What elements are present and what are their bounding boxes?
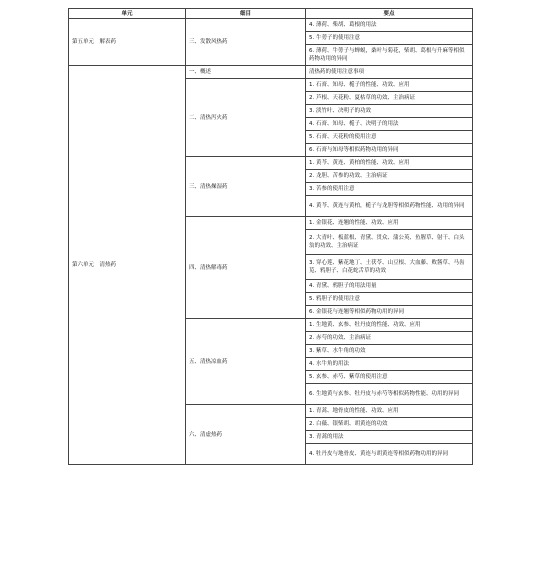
point-cell: 5. 牛蒡子的使用注意 (306, 32, 473, 45)
subunit-cell: 三、清热燥湿药 (186, 157, 306, 217)
point-cell: 6. 薄荷、牛蒡子与蝉蜕，桑叶与菊花，柴胡、葛根与升麻等相似药物功用的异同 (306, 45, 473, 66)
point-cell: 6. 石膏与知母等相似药物功用的异同 (306, 144, 473, 157)
point-cell: 清热药的使用注意事项 (306, 66, 473, 79)
subunit-cell: 四、清热解毒药 (186, 217, 306, 319)
point-cell: 4. 石膏、知母、栀子、决明子的用法 (306, 118, 473, 131)
syllabus-table (68, 8, 473, 465)
unit-cell: 第六单元 清热药 (69, 66, 186, 465)
point-cell: 5. 玄参、赤芍、紫草的使用注意 (306, 371, 473, 384)
point-cell: 3. 淡竹叶、决明子的功效 (306, 105, 473, 118)
point-cell: 1. 青蒿、地骨皮的性能、功效、应用 (306, 405, 473, 418)
header-points: 要点 (306, 9, 473, 19)
point-cell: 4. 水牛角的用法 (306, 358, 473, 371)
point-cell: 6. 金银花与连翘等相似药物功用的异同 (306, 306, 473, 319)
point-cell: 1. 金银花、连翘的性能、功效、应用 (306, 217, 473, 230)
point-cell: 4. 青黛、鸦胆子的用法用量 (306, 280, 473, 293)
point-cell: 4. 薄荷、柴胡、葛根的用法 (306, 19, 473, 32)
point-cell: 4. 牡丹皮与地骨皮、黄连与胡黄连等相似药物功用的异同 (306, 444, 473, 465)
point-cell: 2. 赤芍的功效、主治病证 (306, 332, 473, 345)
unit-cell: 第五单元 解表药 (69, 19, 186, 66)
point-cell: 2. 大青叶、板蓝根、青黛、贯众、蒲公英、鱼腥草、射干、白头翁的功效、主治病证 (306, 230, 473, 255)
point-cell: 1. 石膏、知母、栀子的性能、功效、应用 (306, 79, 473, 92)
subunit-cell: 五、清热凉血药 (186, 319, 306, 405)
point-cell: 2. 芦根、天花粉、夏枯草的功效、主治病证 (306, 92, 473, 105)
subunit-cell: 二、清热泻火药 (186, 79, 306, 157)
header-unit: 单元 (69, 9, 186, 19)
point-cell: 4. 黄芩、黄连与黄柏，栀子与龙胆等相似药物性能、功用的异同 (306, 196, 473, 217)
point-cell: 1. 生地黄、玄参、牡丹皮的性能、功效、应用 (306, 319, 473, 332)
point-cell: 5. 石膏、天花粉的使用注意 (306, 131, 473, 144)
point-cell: 6. 生地黄与玄参、牡丹皮与赤芍等相似药物性能、功用的异同 (306, 384, 473, 405)
header-row (69, 9, 473, 19)
header-subunit: 细目 (186, 9, 306, 19)
subunit-cell: 六、清虚热药 (186, 405, 306, 465)
point-cell: 2. 龙胆、苦参的功效、主治病证 (306, 170, 473, 183)
subunit-cell: 一、概述 (186, 66, 306, 79)
point-cell: 1. 黄芩、黄连、黄柏的性能、功效、应用 (306, 157, 473, 170)
point-cell: 3. 紫草、水牛角的功效 (306, 345, 473, 358)
point-cell: 3. 苦参的使用注意 (306, 183, 473, 196)
point-cell: 5. 鸦胆子的使用注意 (306, 293, 473, 306)
subunit-cell: 三、发散风热药 (186, 19, 306, 66)
point-cell: 3. 穿心莲、紫花地丁、土茯苓、山豆根、大血藤、败酱草、马齿苋、鸦胆子、白花蛇舌草的功效 (306, 255, 473, 280)
point-cell: 3. 青蒿的用法 (306, 431, 473, 444)
point-cell: 2. 白薇、银柴胡、胡黄连的功效 (306, 418, 473, 431)
